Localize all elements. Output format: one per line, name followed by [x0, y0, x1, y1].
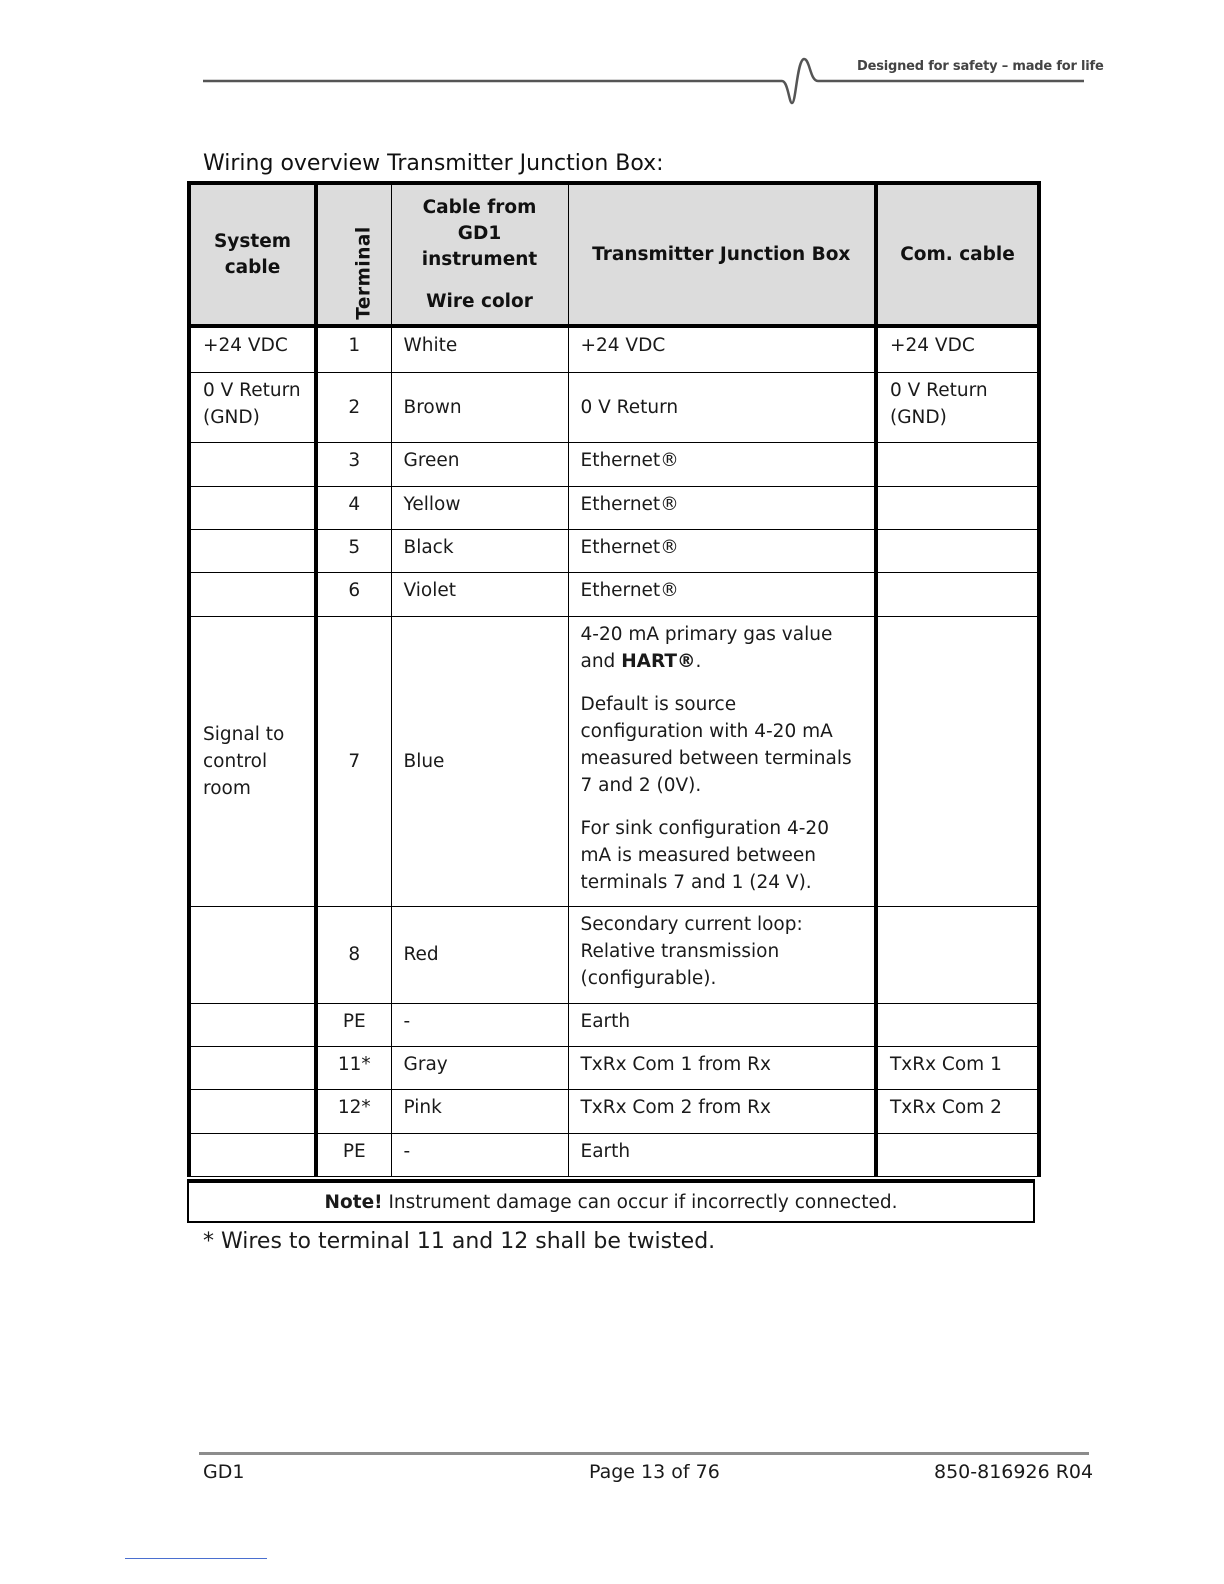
cell-com-cable: +24 VDC	[876, 326, 1039, 372]
jb-paragraph: Default is source configuration with 4-20 mA measured between terminals 7 and 2 (0V).	[580, 693, 852, 796]
cell-wire-color: -	[391, 1003, 568, 1046]
cell-system-cable: Signal to control room	[189, 616, 316, 906]
cell-system-cable	[189, 572, 316, 616]
cell-system-cable	[189, 1003, 316, 1046]
cell-wire-color: Pink	[391, 1089, 568, 1133]
table-row	[189, 486, 1039, 529]
cell-junction-box: Ethernet®	[568, 529, 876, 572]
cell-wire-color: Red	[391, 906, 568, 1003]
cell-junction-box: Earth	[568, 1133, 876, 1176]
table-row	[189, 572, 1039, 616]
table-header-row	[189, 183, 1039, 326]
cell-system-cable	[189, 1089, 316, 1133]
cell-wire-color: Yellow	[391, 486, 568, 529]
note-cell	[188, 1181, 1034, 1222]
cell-junction-box	[568, 616, 876, 906]
cell-junction-box: Ethernet®	[568, 442, 876, 486]
wiring-table	[187, 181, 1041, 1177]
section-title: Wiring overview Transmitter Junction Box:	[203, 151, 664, 176]
cell-terminal: 8	[316, 906, 391, 1003]
cell-junction-box: Secondary current loop: Relative transmission (configurable).	[568, 906, 876, 1003]
cell-wire-color: White	[391, 326, 568, 372]
table-row	[189, 1046, 1039, 1089]
header-cable-from: Cable from GD1 instrument Wire color	[391, 183, 568, 326]
footnote: * Wires to terminal 11 and 12 shall be twisted.	[203, 1229, 716, 1254]
jb-paragraph: For sink configuration 4-20 mA is measured between terminals 7 and 1 (24 V).	[580, 817, 829, 893]
cell-com-cable	[876, 1133, 1039, 1176]
cell-system-cable	[189, 1133, 316, 1176]
cell-wire-color: Brown	[391, 372, 568, 442]
cell-system-cable: 0 V Return (GND)	[189, 372, 316, 442]
cell-junction-box: TxRx Com 1 from Rx	[568, 1046, 876, 1089]
note-label: Note!	[324, 1191, 383, 1213]
cell-terminal: PE	[316, 1003, 391, 1046]
cell-system-cable	[189, 529, 316, 572]
table-row	[189, 1133, 1039, 1176]
cell-junction-box: +24 VDC	[568, 326, 876, 372]
cell-junction-box: TxRx Com 2 from Rx	[568, 1089, 876, 1133]
cell-wire-color: Black	[391, 529, 568, 572]
cell-terminal: 7	[316, 616, 391, 906]
cell-com-cable: 0 V Return (GND)	[876, 372, 1039, 442]
header-system-cable: System cable	[189, 183, 316, 326]
cell-terminal: 2	[316, 372, 391, 442]
cell-com-cable	[876, 616, 1039, 906]
cell-system-cable	[189, 1046, 316, 1089]
cell-com-cable	[876, 572, 1039, 616]
header-terminal: Terminal	[316, 183, 391, 326]
cell-system-cable	[189, 486, 316, 529]
cell-system-cable	[189, 442, 316, 486]
cell-junction-box: Earth	[568, 1003, 876, 1046]
cell-wire-color: Gray	[391, 1046, 568, 1089]
table-row	[189, 906, 1039, 1003]
cell-junction-box: Ethernet®	[568, 572, 876, 616]
cell-terminal: PE	[316, 1133, 391, 1176]
footer-page-number: Page 13 of 76	[589, 1461, 720, 1483]
link-underline	[125, 1558, 267, 1559]
cell-wire-color: -	[391, 1133, 568, 1176]
cell-wire-color: Green	[391, 442, 568, 486]
table-row	[189, 1089, 1039, 1133]
table-row	[189, 1003, 1039, 1046]
cell-com-cable	[876, 442, 1039, 486]
cell-terminal: 6	[316, 572, 391, 616]
cell-junction-box: Ethernet®	[568, 486, 876, 529]
header-tagline: Designed for safety – made for life	[857, 59, 1104, 74]
header-com-cable: Com. cable	[876, 183, 1039, 326]
cell-com-cable	[876, 906, 1039, 1003]
cell-junction-box: 0 V Return	[568, 372, 876, 442]
cell-terminal: 5	[316, 529, 391, 572]
cell-terminal: 12*	[316, 1089, 391, 1133]
footer-product: GD1	[203, 1461, 245, 1483]
footer-divider	[199, 1452, 1089, 1455]
cell-system-cable	[189, 906, 316, 1003]
cell-terminal: 3	[316, 442, 391, 486]
cell-com-cable: TxRx Com 2	[876, 1089, 1039, 1133]
cell-system-cable: +24 VDC	[189, 326, 316, 372]
cell-wire-color: Blue	[391, 616, 568, 906]
jb-paragraph: 4-20 mA primary gas value and HART®.	[580, 623, 833, 672]
header-pulse-line	[0, 0, 1224, 110]
cell-terminal: 4	[316, 486, 391, 529]
cell-terminal: 11*	[316, 1046, 391, 1089]
cell-com-cable	[876, 529, 1039, 572]
table-row	[189, 372, 1039, 442]
cell-com-cable	[876, 1003, 1039, 1046]
header-junction-box: Transmitter Junction Box	[568, 183, 876, 326]
note-text: Instrument damage can occur if incorrectly connected.	[382, 1191, 898, 1213]
table-row	[189, 616, 1039, 906]
footer-document-number: 850-816926 R04	[934, 1461, 1094, 1483]
header-wire-color: Wire color	[426, 290, 533, 312]
note-box	[187, 1179, 1035, 1223]
table-row	[189, 442, 1039, 486]
cell-com-cable	[876, 486, 1039, 529]
cell-com-cable: TxRx Com 1	[876, 1046, 1039, 1089]
cell-terminal: 1	[316, 326, 391, 372]
table-row	[189, 326, 1039, 372]
cell-wire-color: Violet	[391, 572, 568, 616]
table-row	[189, 529, 1039, 572]
